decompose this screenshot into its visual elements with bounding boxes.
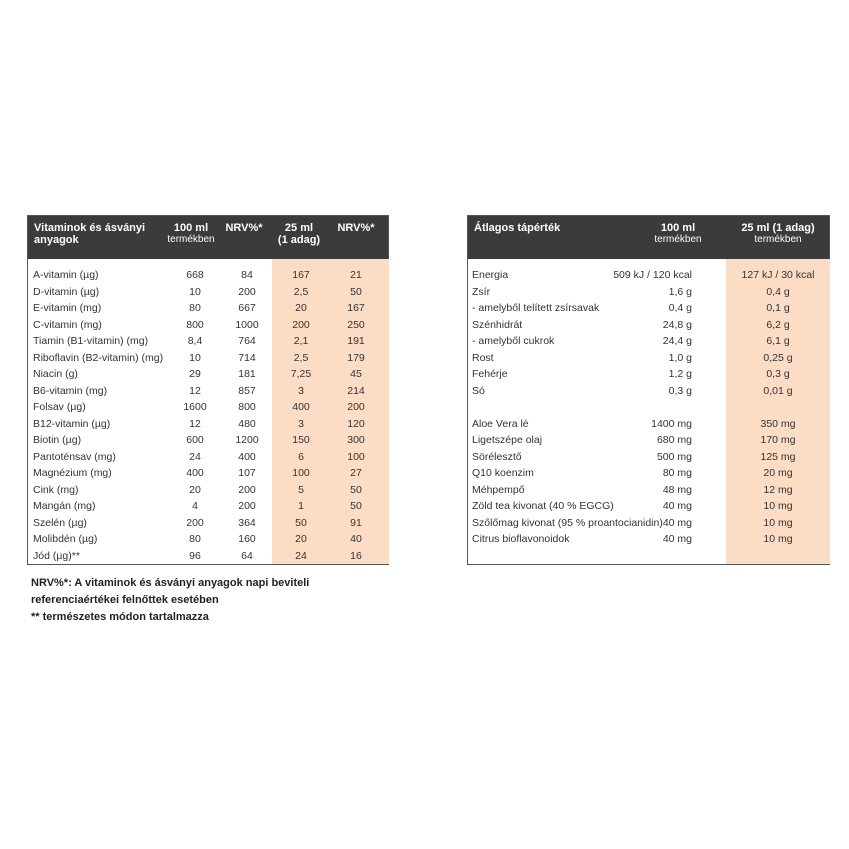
header-nutrition-label: Átlagos tápérték bbox=[474, 222, 561, 234]
value-100ml: 4 bbox=[192, 500, 198, 512]
nutrient-name: Zsír bbox=[472, 285, 491, 298]
header-100ml-main: 100 ml bbox=[173, 222, 209, 234]
value-25ml: 20 bbox=[295, 533, 307, 545]
nrv-25ml: 40 bbox=[350, 533, 362, 545]
table-row bbox=[468, 366, 829, 383]
value-25ml: 10 mg bbox=[763, 500, 793, 512]
table-row bbox=[468, 284, 829, 301]
value-100ml: 48 mg bbox=[662, 483, 692, 496]
nutrient-name: B6-vitamin (mg) bbox=[33, 384, 108, 397]
footnote-nrv-line1: NRV%*: A vitaminok és ásványi anyagok napi beviteli bbox=[31, 577, 310, 589]
nrv-25ml: 179 bbox=[347, 351, 365, 364]
header-25ml-main: 25 ml (1 adag) bbox=[741, 222, 815, 234]
value-25ml: 6 bbox=[298, 450, 304, 463]
value-100ml: 20 bbox=[189, 483, 201, 496]
table-row bbox=[468, 300, 829, 317]
value-100ml: 500 mg bbox=[656, 450, 692, 463]
nrv-25ml: 91 bbox=[350, 516, 362, 529]
nutrient-name: - amelyből telített zsírsavak bbox=[472, 302, 600, 314]
table-row bbox=[28, 482, 388, 499]
section-gap bbox=[468, 399, 829, 416]
nutrient-name: - amelyből cukrok bbox=[472, 335, 555, 347]
value-100ml: 1,6 g bbox=[668, 285, 692, 298]
table-row bbox=[28, 465, 388, 482]
value-100ml: 10 bbox=[189, 351, 201, 364]
nutrient-name: Aloe Vera lé bbox=[472, 417, 529, 430]
nrv-100ml: 64 bbox=[241, 549, 253, 562]
nrv-100ml: 1000 bbox=[235, 318, 259, 331]
nrv-25ml: 120 bbox=[347, 417, 365, 430]
value-25ml: 0,1 g bbox=[766, 302, 790, 314]
value-100ml: 96 bbox=[189, 549, 201, 562]
nrv-100ml: 181 bbox=[238, 368, 256, 380]
table-row bbox=[28, 498, 388, 515]
footnote-natural: ** természetes módon tartalmazza bbox=[31, 611, 209, 623]
vitamins-table-header bbox=[28, 216, 388, 259]
value-25ml: 125 mg bbox=[760, 450, 796, 463]
nutrient-name: Sörélesztő bbox=[472, 450, 522, 463]
value-25ml: 127 kJ / 30 kcal bbox=[741, 269, 815, 281]
nrv-25ml: 21 bbox=[350, 269, 362, 281]
nrv-100ml: 1200 bbox=[235, 434, 259, 446]
value-100ml: 24 bbox=[189, 450, 201, 463]
value-100ml: 8,4 bbox=[187, 335, 203, 347]
nrv-25ml: 214 bbox=[347, 384, 365, 397]
table-row bbox=[468, 416, 829, 433]
nutrient-name: Só bbox=[472, 384, 485, 397]
nrv-100ml: 764 bbox=[238, 335, 256, 347]
nrv-25ml: 200 bbox=[347, 401, 365, 413]
nrv-25ml: 45 bbox=[350, 368, 362, 380]
table-row bbox=[28, 366, 388, 383]
table-row bbox=[28, 449, 388, 466]
header-100ml bbox=[643, 222, 713, 246]
table-row bbox=[28, 267, 388, 284]
value-100ml: 1400 mg bbox=[651, 417, 692, 430]
value-100ml: 40 mg bbox=[662, 500, 692, 512]
nutrient-name: C-vitamin (mg) bbox=[33, 318, 102, 331]
nutrition-table-header bbox=[468, 216, 829, 259]
value-100ml: 400 bbox=[186, 467, 204, 479]
nrv-25ml: 27 bbox=[350, 467, 362, 479]
value-100ml: 680 mg bbox=[656, 434, 692, 446]
nutrition-rows bbox=[468, 267, 829, 548]
header-25ml bbox=[274, 222, 324, 246]
nrv-25ml: 100 bbox=[347, 450, 365, 463]
value-25ml: 350 mg bbox=[760, 417, 796, 430]
nutrient-name: Folsav (µg) bbox=[33, 401, 86, 413]
nutrient-name: Molibdén (µg) bbox=[33, 533, 98, 545]
nrv-100ml: 857 bbox=[238, 384, 256, 397]
nutrient-name: Energia bbox=[472, 269, 509, 281]
nrv-25ml: 300 bbox=[347, 434, 365, 446]
value-100ml: 0,3 g bbox=[668, 384, 692, 397]
value-25ml: 20 bbox=[295, 302, 307, 314]
value-25ml: 5 bbox=[298, 483, 304, 496]
nutrient-name: Riboflavin (B2-vitamin) (mg) bbox=[33, 351, 164, 364]
nrv-25ml: 50 bbox=[350, 285, 362, 298]
value-100ml: 80 bbox=[189, 302, 201, 314]
table-row bbox=[28, 333, 388, 350]
value-100ml: 40 mg bbox=[662, 533, 692, 545]
value-100ml: 24,4 g bbox=[662, 335, 692, 347]
nutrient-name: Citrus bioflavonoidok bbox=[472, 533, 570, 545]
nrv-100ml: 84 bbox=[241, 269, 253, 281]
nrv-25ml: 250 bbox=[347, 318, 365, 331]
value-25ml: 0,25 g bbox=[763, 351, 793, 364]
value-25ml: 2,5 bbox=[293, 285, 309, 298]
table-row bbox=[468, 432, 829, 449]
nrv-100ml: 667 bbox=[238, 302, 256, 314]
vitamins-rows bbox=[28, 267, 388, 564]
value-25ml: 400 bbox=[292, 401, 310, 413]
table-row bbox=[28, 399, 388, 416]
value-100ml: 24,8 g bbox=[662, 318, 692, 331]
value-25ml: 2,1 bbox=[293, 335, 309, 347]
table-row bbox=[28, 284, 388, 301]
nutrient-name: Magnézium (mg) bbox=[33, 467, 112, 479]
nutrient-name: Tiamin (B1-vitamin) (mg) bbox=[33, 335, 149, 347]
table-row bbox=[468, 317, 829, 334]
value-100ml: 12 bbox=[189, 384, 201, 397]
table-row bbox=[468, 350, 829, 367]
nrv-100ml: 800 bbox=[238, 401, 256, 413]
value-25ml: 20 mg bbox=[763, 467, 793, 479]
value-100ml: 10 bbox=[189, 285, 201, 298]
nrv-100ml: 200 bbox=[238, 483, 256, 496]
value-100ml: 200 bbox=[186, 516, 204, 529]
nrv-100ml: 400 bbox=[238, 450, 256, 463]
nutrition-table bbox=[467, 215, 830, 565]
header-100ml-sub: termékben bbox=[167, 234, 215, 245]
table-row bbox=[28, 531, 388, 548]
nutrient-name: Cink (mg) bbox=[33, 483, 79, 496]
table-row bbox=[28, 432, 388, 449]
table-row bbox=[468, 333, 829, 350]
value-25ml: 7,25 bbox=[290, 368, 312, 380]
header-100ml-main: 100 ml bbox=[660, 222, 696, 234]
table-row bbox=[468, 383, 829, 400]
nutrient-name: Rost bbox=[472, 351, 494, 364]
nutrient-name: Szőlőmag kivonat (95 % proantocianidin) bbox=[472, 516, 663, 529]
nutrient-name: D-vitamin (µg) bbox=[33, 285, 100, 298]
nutrient-name: Biotin (µg) bbox=[33, 434, 82, 446]
vitamins-table bbox=[27, 215, 389, 565]
table-row bbox=[468, 465, 829, 482]
nutrient-name: B12-vitamin (µg) bbox=[33, 417, 111, 430]
value-25ml: 10 mg bbox=[763, 516, 793, 529]
value-100ml: 1,0 g bbox=[668, 351, 692, 364]
table-row bbox=[28, 350, 388, 367]
value-25ml: 200 bbox=[292, 318, 310, 331]
nrv-100ml: 714 bbox=[238, 351, 256, 364]
value-25ml: 12 mg bbox=[763, 483, 793, 496]
value-25ml: 1 bbox=[298, 500, 304, 512]
nrv-100ml: 200 bbox=[238, 500, 256, 512]
header-nrv-25: NRV%* bbox=[337, 222, 375, 234]
value-100ml: 1600 bbox=[183, 401, 207, 413]
table-row bbox=[28, 317, 388, 334]
table-row bbox=[468, 267, 829, 284]
value-100ml: 509 kJ / 120 kcal bbox=[613, 269, 692, 281]
value-25ml: 0,4 g bbox=[766, 285, 790, 298]
nutrient-name: Niacin (g) bbox=[33, 368, 78, 380]
value-25ml: 0,01 g bbox=[763, 384, 793, 397]
table-row bbox=[28, 416, 388, 433]
nutrient-name: E-vitamin (mg) bbox=[33, 302, 102, 314]
nutrient-name: Szelén (µg) bbox=[33, 516, 87, 529]
value-25ml: 10 mg bbox=[763, 533, 793, 545]
table-row bbox=[28, 383, 388, 400]
nrv-25ml: 50 bbox=[350, 500, 362, 512]
value-100ml: 80 mg bbox=[662, 467, 692, 479]
nrv-25ml: 50 bbox=[350, 483, 362, 496]
nrv-25ml: 16 bbox=[350, 549, 362, 562]
value-25ml: 6,1 g bbox=[766, 335, 790, 347]
value-25ml: 3 bbox=[298, 417, 304, 430]
value-25ml: 2,5 bbox=[293, 351, 309, 364]
footnote-nrv-line2: referenciaértékei felnőttek esetében bbox=[31, 594, 219, 606]
table-row bbox=[468, 449, 829, 466]
nutrient-name: Pantoténsav (mg) bbox=[33, 450, 116, 463]
header-25ml-sub: (1 adag) bbox=[277, 234, 321, 246]
header-25ml-main: 25 ml bbox=[284, 222, 314, 234]
nutrient-name: Mangán (mg) bbox=[33, 500, 96, 512]
nrv-100ml: 364 bbox=[238, 516, 256, 529]
value-25ml: 3 bbox=[298, 384, 304, 397]
value-100ml: 1,2 g bbox=[668, 368, 692, 380]
header-25ml bbox=[730, 222, 826, 246]
nrv-100ml: 200 bbox=[238, 285, 256, 298]
value-100ml: 40 mg bbox=[662, 516, 692, 529]
nutrient-name: Ligetszépe olaj bbox=[472, 434, 543, 446]
value-25ml: 150 bbox=[292, 434, 310, 446]
value-25ml: 100 bbox=[292, 467, 310, 479]
header-100ml-sub: termékben bbox=[654, 234, 702, 245]
nrv-100ml: 160 bbox=[238, 533, 256, 545]
value-25ml: 0,3 g bbox=[766, 368, 790, 380]
table-row bbox=[28, 548, 388, 565]
table-row bbox=[468, 515, 829, 532]
table-row bbox=[28, 515, 388, 532]
value-25ml: 170 mg bbox=[760, 434, 796, 446]
nrv-25ml: 191 bbox=[347, 335, 365, 347]
nutrient-name: A-vitamin (µg) bbox=[33, 269, 99, 281]
value-25ml: 24 bbox=[295, 549, 307, 562]
nrv-25ml: 167 bbox=[347, 302, 365, 314]
value-25ml: 167 bbox=[292, 269, 310, 281]
table-row bbox=[468, 498, 829, 515]
value-25ml: 6,2 g bbox=[766, 318, 790, 331]
value-100ml: 0,4 g bbox=[668, 302, 692, 314]
nutrient-name: Méhpempő bbox=[472, 483, 525, 496]
value-100ml: 800 bbox=[186, 318, 204, 331]
header-25ml-sub: termékben bbox=[754, 234, 802, 245]
nutrient-name: Q10 koenzim bbox=[472, 467, 534, 479]
table-row bbox=[28, 300, 388, 317]
nutrient-name: Jód (µg)** bbox=[33, 549, 80, 562]
table-row bbox=[468, 482, 829, 499]
nutrient-name: Szénhidrát bbox=[472, 318, 523, 331]
value-100ml: 29 bbox=[189, 368, 201, 380]
value-100ml: 12 bbox=[189, 417, 201, 430]
value-100ml: 80 bbox=[189, 533, 201, 545]
header-nrv-100: NRV%* bbox=[225, 222, 263, 234]
value-25ml: 50 bbox=[295, 516, 307, 529]
nutrient-name: Zöld tea kivonat (40 % EGCG) bbox=[472, 500, 614, 512]
nrv-100ml: 480 bbox=[238, 417, 256, 430]
header-100ml bbox=[166, 222, 216, 246]
nutrient-name: Fehérje bbox=[472, 368, 508, 380]
footnotes bbox=[31, 575, 309, 626]
value-100ml: 668 bbox=[186, 269, 204, 281]
table-row bbox=[468, 531, 829, 548]
value-100ml: 600 bbox=[186, 434, 204, 446]
nrv-100ml: 107 bbox=[238, 467, 256, 479]
header-vitamins-label: Vitaminok és ásványi anyagok bbox=[34, 222, 146, 246]
